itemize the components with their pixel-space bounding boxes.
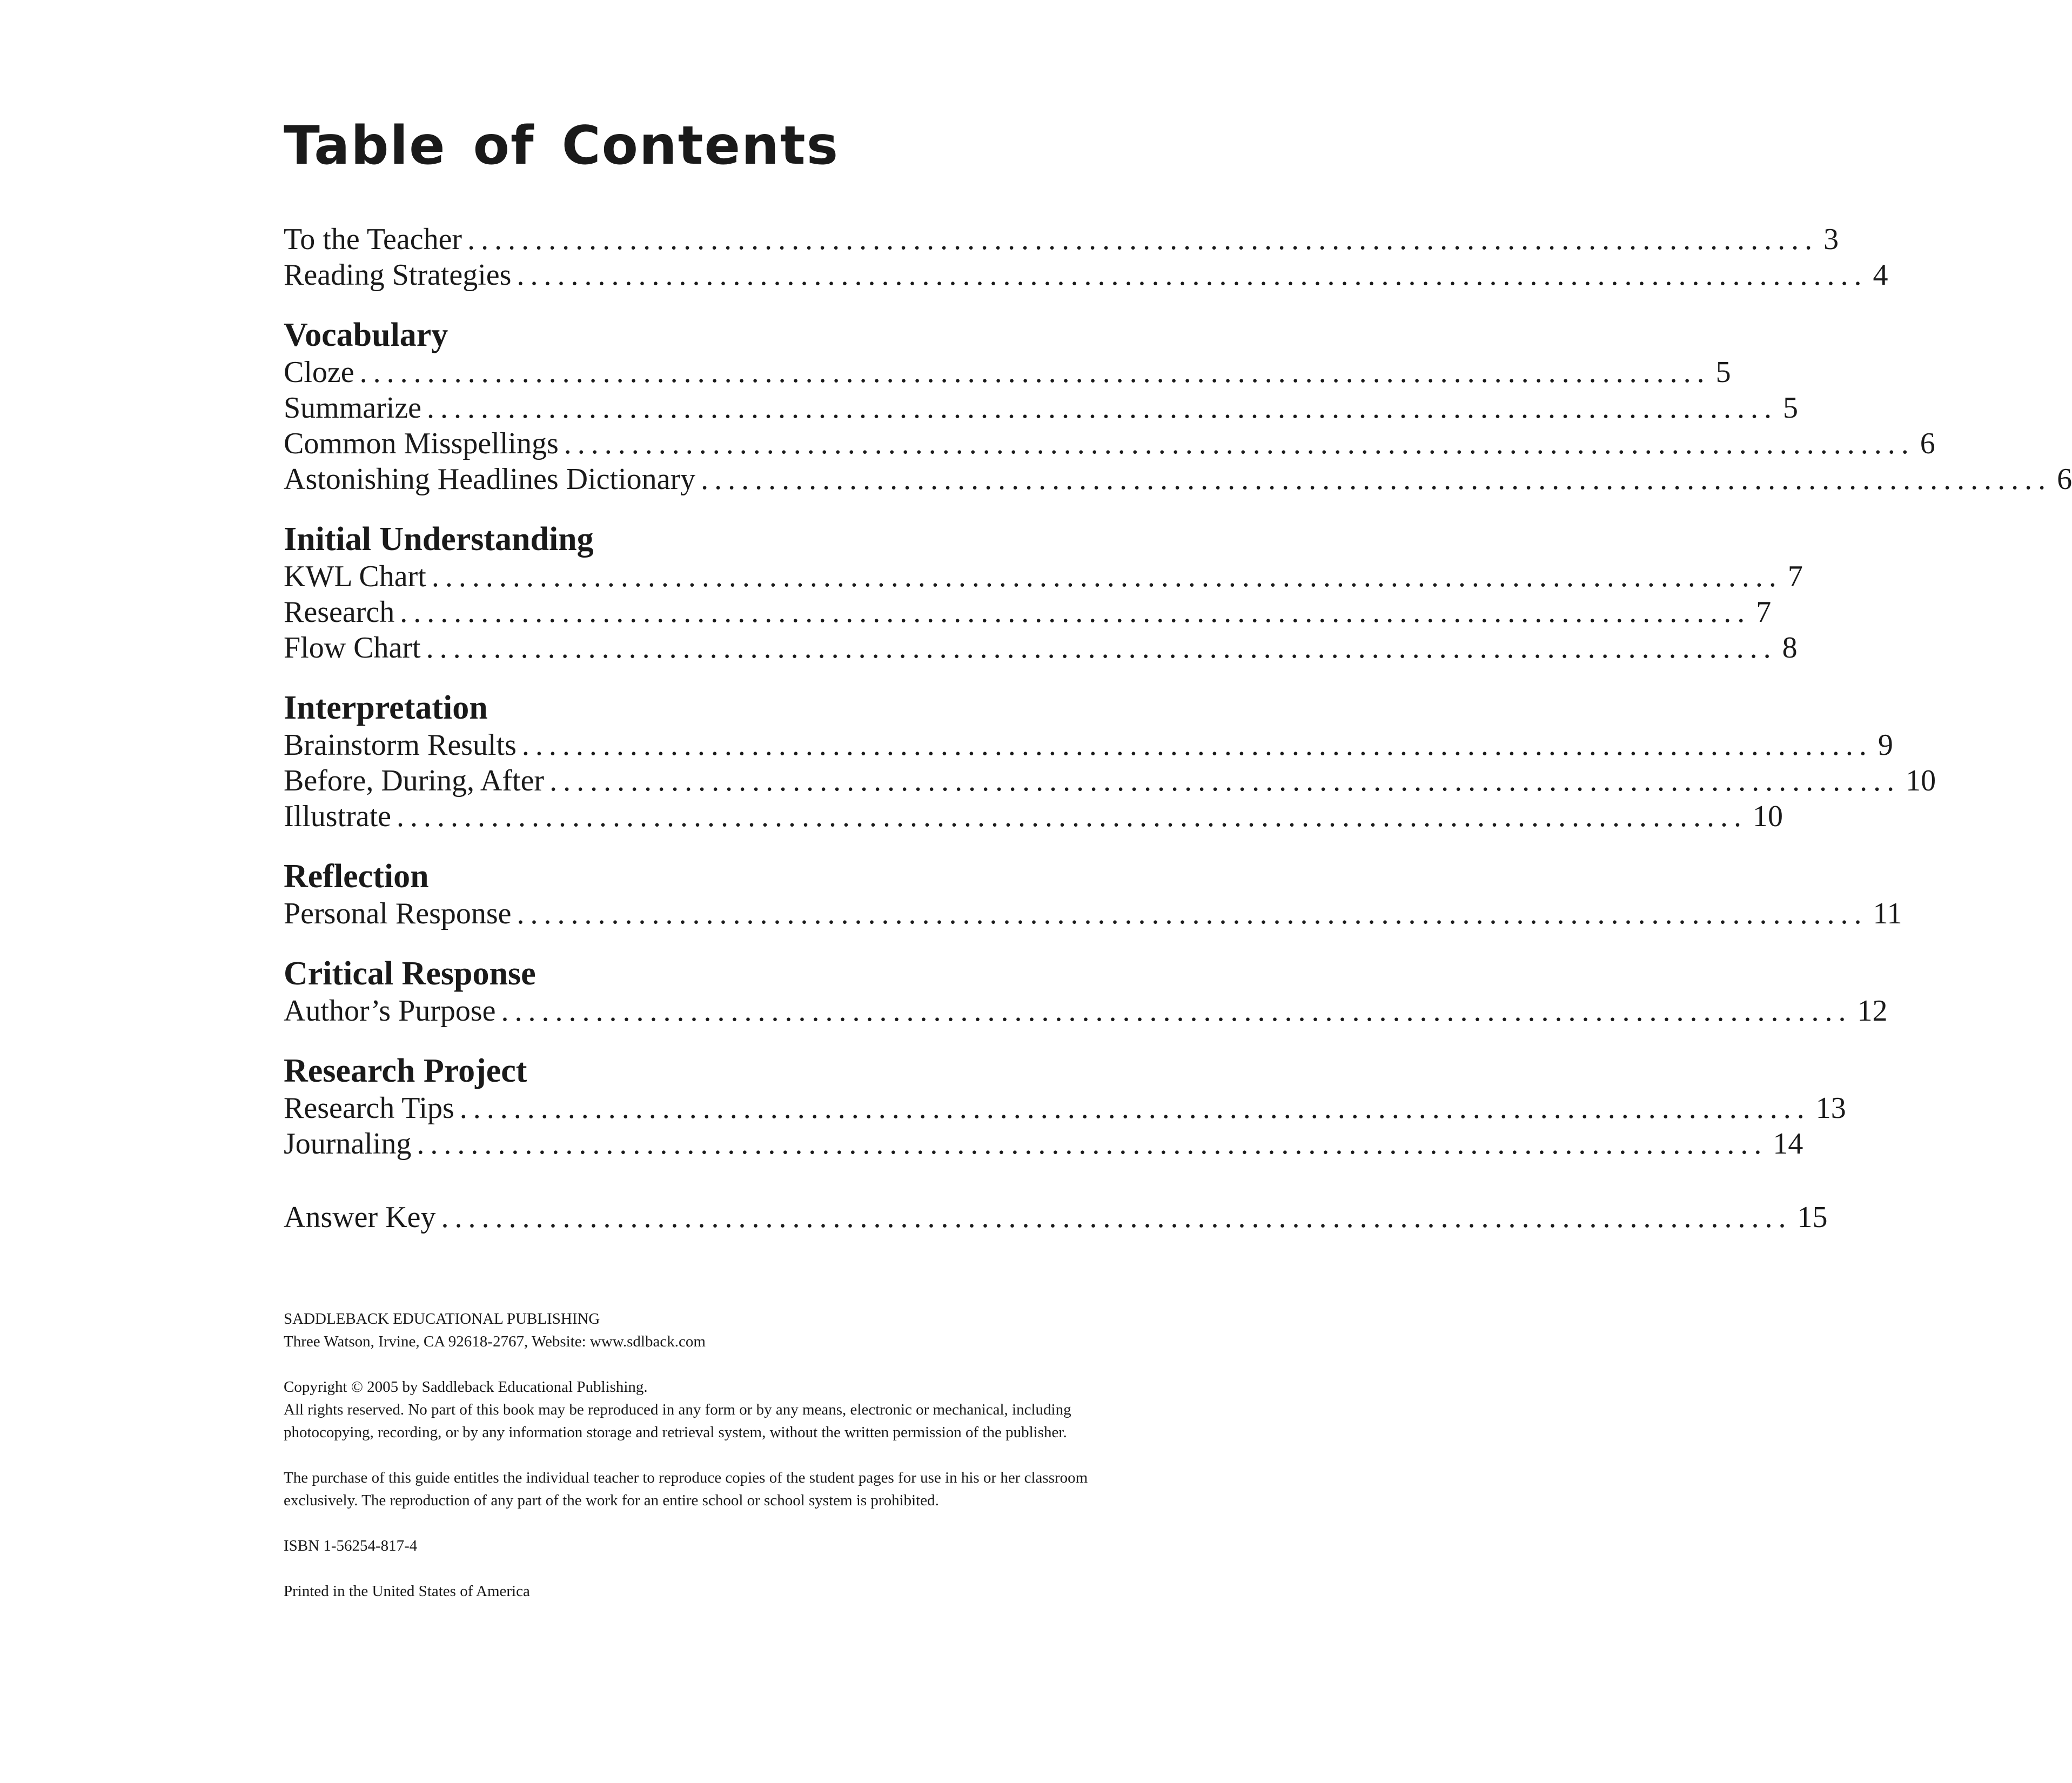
toc-entry [284,727,1893,763]
copyright-line: Copyright © 2005 by Saddleback Educational Publishing. [284,1378,648,1396]
dot-leader: .................................................................................................... [417,1127,1768,1161]
section-heading-reflection: Reflection [284,858,429,895]
section-heading-vocabulary: Vocabulary [284,317,448,353]
toc-entry-page: 3 [1823,223,1839,256]
toc-entry-label: Journaling [284,1127,412,1161]
section-heading-research-project: Research Project [284,1053,527,1089]
toc-entry-page: 7 [1787,560,1803,593]
toc-entry-page: 7 [1756,595,1772,629]
purchase-notice: The purchase of this guide entitles the individual teacher to reproduce copies of the student pages for use in his or her classroom exclusively. The reproduction of any part of the work for an entire school or school system is prohibited. [284,1469,1088,1509]
toc-entry-label: Brainstorm Results [284,728,517,762]
dot-leader: .................................................................................................... [517,897,1868,930]
dot-leader: .................................................................................................... [397,800,1748,833]
toc-entry-label: Research Tips [284,1091,454,1125]
toc-entry-answer-key [284,1199,1828,1235]
dot-leader: .................................................................................................... [501,994,1852,1028]
toc-entry-label: Illustrate [284,800,392,833]
dot-leader: .................................................................................................... [467,223,1819,256]
toc-entry-label: Astonishing Headlines Dictionary [284,462,696,496]
toc-container [284,108,2072,1235]
toc-entry-page: 10 [1753,800,1783,833]
publisher-address: Three Watson, Irvine, CA 92618-2767, Website: www.sdlback.com [284,1333,706,1350]
toc-entry [284,1126,1803,1162]
toc-entry [284,594,1772,630]
toc-entry-label: Research [284,595,395,629]
toc-entry [284,630,1798,666]
dot-leader: .................................................................................................... [701,462,2052,496]
toc-entry-label: Reading Strategies [284,258,512,292]
toc-entry-label: Summarize [284,391,422,425]
section-heading-initial-understanding: Initial Understanding [284,521,594,558]
toc-entry [284,559,1803,594]
dot-leader: .................................................................................................... [521,728,1873,762]
dot-leader: .................................................................................................... [400,595,1751,629]
dot-leader: .................................................................................................... [564,427,1915,460]
toc-entry [284,993,1888,1029]
dot-leader: .................................................................................................... [441,1201,1792,1234]
dot-leader: .................................................................................................... [359,356,1711,389]
dot-leader: .................................................................................................... [427,391,1778,425]
toc-entry [284,799,1783,834]
toc-entry-label: Flow Chart [284,631,421,665]
toc-entry-label: To the Teacher [284,223,462,256]
toc-entry-label: Personal Response [284,897,512,930]
toc-entry [284,461,2072,497]
toc-entry-label: Common Misspellings [284,427,559,460]
toc-entry-label: KWL Chart [284,560,426,593]
toc-entry [284,354,1731,390]
isbn: ISBN 1-56254-817-4 [284,1537,418,1554]
dot-leader: .................................................................................................... [459,1091,1811,1125]
toc-entry [284,390,1799,426]
toc-entry-page: 8 [1782,631,1798,665]
toc-entry-page: 14 [1773,1127,1803,1161]
toc-entry-page: 6 [2057,462,2072,496]
publisher-footer [284,1308,1094,1603]
dot-leader: .................................................................................................... [431,560,1782,593]
rights-notice: All rights reserved. No part of this book may be reproduced in any form or by any means, electronic or mechanical, including photocopying, recording, or by any information storage and retrieval system, without the written permission of the publisher. [284,1401,1071,1441]
toc-entry-page: 5 [1715,356,1731,389]
toc-entry [284,426,1935,461]
toc-entry-page: 6 [1920,427,1935,460]
dot-leader: .................................................................................................... [517,258,1868,292]
toc-entry-label: Answer Key [284,1201,436,1234]
toc-entry-page: 15 [1797,1201,1828,1234]
toc-entry-label: Before, During, After [284,764,545,797]
toc-entry-page: 5 [1783,391,1799,425]
toc-entry-page: 10 [1906,764,1936,797]
toc-entry-page: 12 [1857,994,1888,1028]
toc-entry-page: 9 [1877,728,1893,762]
toc-entry [284,257,1888,293]
toc-entry [284,763,1936,799]
toc-entry-label: Cloze [284,356,354,389]
toc-entry [284,1090,1846,1126]
printed-notice: Printed in the United States of America [284,1583,530,1600]
toc-entry-label: Author’s Purpose [284,994,496,1028]
dot-leader: .................................................................................................... [549,764,1901,797]
dot-leader: .................................................................................................... [426,631,1777,665]
toc-entry [284,896,1902,931]
toc-entry [284,222,1839,257]
toc-entry-page: 4 [1873,258,1888,292]
publisher-name: SADDLEBACK EDUCATIONAL PUBLISHING [284,1310,600,1328]
toc-entry-page: 13 [1815,1091,1846,1125]
page-title: Table of Contents [284,115,840,177]
toc-entry-page: 11 [1873,897,1902,930]
section-heading-critical-response: Critical Response [284,955,536,992]
section-heading-interpretation: Interpretation [284,689,488,726]
